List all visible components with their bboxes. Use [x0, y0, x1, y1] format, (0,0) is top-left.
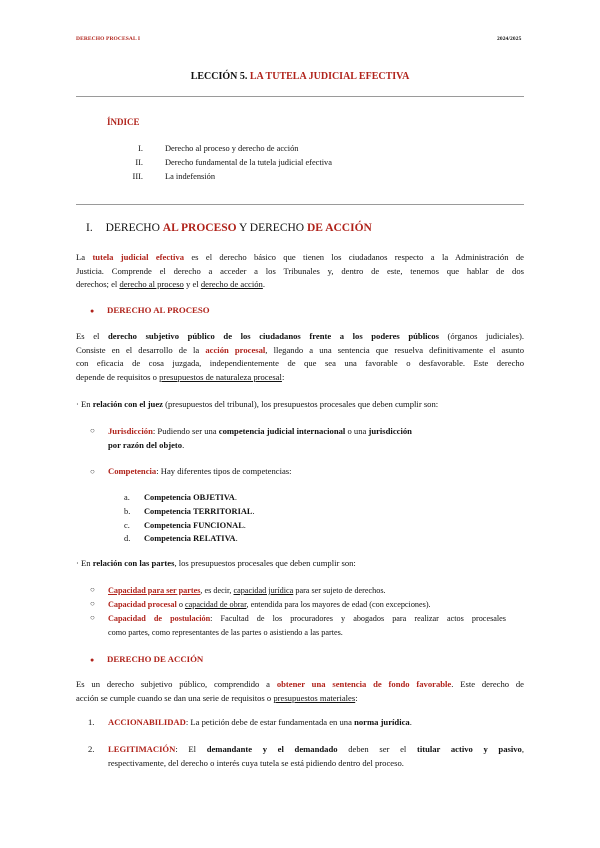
juez-intro: · En relación con el juez (presupuestos del tribunal), los presupuestos procesales que deben cumplir son: [76, 399, 439, 409]
index-item: II. Derecho fundamental de la tutela judicial efectiva [135, 158, 332, 167]
accion-paragraph: Es un derecho subjetivo público, comprendido a obtener una sentencia de fondo favorable. Este derecho de acción se cumple cuando se dan una serie de requisitos o presupuestos materiales: [76, 679, 524, 703]
capacidad-postulacion-item: Capacidad de postulación: Facultad de los procuradores y abogados para realizar actos procesales como partes, como representantes de las partes o asistiendo a las partes. [108, 614, 506, 637]
circle-bullet-icon: ○ [90, 426, 95, 435]
circle-bullet-icon: ○ [90, 467, 95, 476]
list-number: 2. [88, 744, 95, 754]
circle-bullet-icon: ○ [90, 613, 95, 622]
divider [76, 96, 524, 97]
competencia-row: b. Competencia TERRITORIAL. [124, 506, 255, 516]
proceso-paragraph: Es el derecho subjetivo público de los ciudadanos frente a los poderes públicos (órganos judiciales). Consiste en el desarrollo de la acción procesal, llegando a una sentencia que resuelva definitivamente el asunto con eficacia de cosa juzgada, independientemente de que sea una favorable o desfavorable. Este derecho depende de requisitos o presupuestos de naturaleza procesal: [76, 331, 524, 382]
lesson-prefix: LECCIÓN 5. [190, 71, 248, 82]
capacidad-partes-item: Capacidad para ser partes, es decir, capacidad jurídica para ser sujeto de derechos. [108, 586, 386, 595]
circle-bullet-icon: ○ [90, 585, 95, 594]
circle-bullet-icon: ○ [90, 599, 95, 608]
index-item: III. La indefensión [132, 172, 216, 181]
divider [76, 204, 524, 205]
bullet-icon: ● [90, 307, 95, 315]
jurisdiccion-item: Jurisdicción: Pudiendo ser una competencia judicial internacional o una jurisdicción por razón del objeto. [108, 426, 412, 450]
capacidad-procesal-item: Capacidad procesal o capacidad de obrar, entendida para los mayores de edad (con excepciones). [108, 600, 431, 609]
competencia-row: a. Competencia OBJETIVA. [124, 493, 237, 502]
subheading-proceso: DERECHO AL PROCESO [107, 305, 210, 315]
index-title: ÍNDICE [107, 117, 140, 127]
accionabilidad-item: ACCIONABILIDAD: La petición debe de estar fundamentada en una norma jurídica. [108, 717, 412, 727]
competencia-row: d. Competencia RELATIVA. [124, 534, 238, 544]
competencia-row: c. Competencia FUNCIONAL. [124, 520, 246, 530]
index-list [76, 142, 332, 184]
competencia-list [124, 491, 255, 546]
legitimacion-item: LEGITIMACIÓN: El demandante y el demandado deben ser el titular activo y pasivo, respectivamente, del derecho o interés cuya tutela se está pidiendo dentro del proceso. [108, 744, 524, 768]
list-number: 1. [88, 717, 95, 727]
lesson-name: LA TUTELA JUDICIAL EFECTIVA [249, 71, 410, 82]
subheading-accion: DERECHO DE ACCIÓN [107, 654, 204, 664]
index-item: I. Derecho al proceso y derecho de acción [138, 144, 299, 153]
header-course: DERECHO PROCESAL I [76, 36, 141, 42]
lesson-title [0, 71, 600, 82]
bullet-icon: ● [90, 656, 95, 664]
intro-paragraph: La tutela judicial efectiva es el derecho básico que tienen los ciudadanos respecto a la Administración de Justicia. Comprende el derecho a acceder a los Tribunales y, dentro de este, tenemos que hablar de dos derechos; el derecho al proceso y el derecho de acción. [76, 252, 524, 290]
competencia-item: Competencia: Hay diferentes tipos de competencias: [108, 466, 292, 476]
header-year: 2024/2025 [497, 36, 522, 42]
partes-intro: · En relación con las partes, los presupuestos procesales que deben cumplir son: [76, 558, 356, 568]
section-heading: I. DERECHO AL PROCESO Y DERECHO DE ACCIÓN [86, 222, 372, 234]
